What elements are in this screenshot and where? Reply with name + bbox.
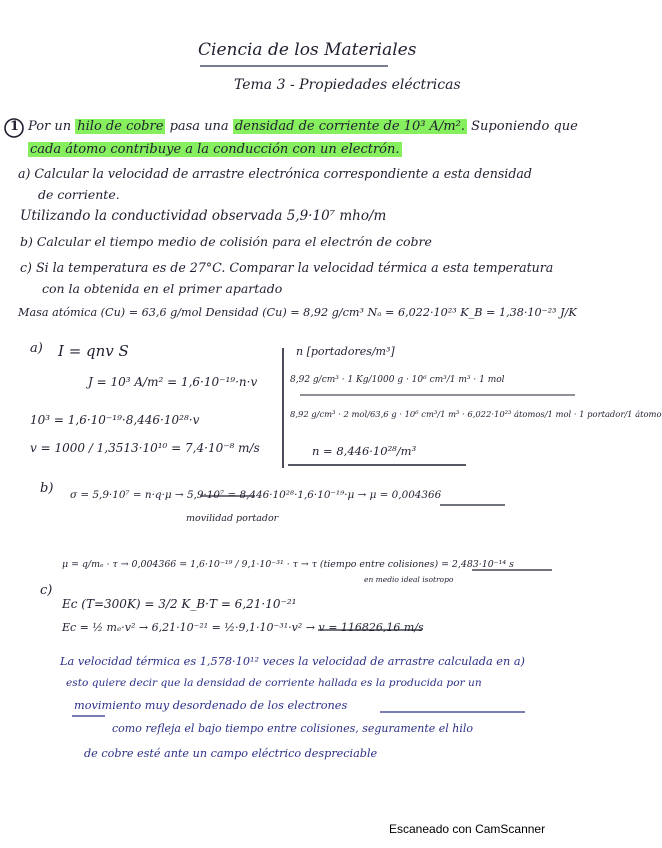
conductivity-given: Utilizando la conductividad observada 5,9·10⁷ mho/m (20, 208, 387, 224)
box-n-result: n = 8,446·10²⁸/m³ (312, 444, 417, 458)
part-c-line1: c) Si la temperatura es de 27°C. Comparar la velocidad térmica a esta temperatura (20, 260, 554, 275)
statement-text-b: pasa una (169, 119, 229, 134)
solution-b-note2: en medio ideal isotropo (364, 575, 454, 584)
scanner-watermark: Escaneado con CamScanner (389, 822, 546, 836)
part-a-line1: a) Calcular la velocidad de arrastre electrónica correspondiente a esta densidad (18, 166, 532, 181)
page-title: Ciencia de los Materiales (198, 40, 417, 60)
page-subtitle: Tema 3 - Propiedades eléctricas (234, 77, 461, 93)
solution-a-eq3: 10³ = 1,6·10⁻¹⁹·8,446·10²⁸·v (30, 413, 200, 427)
conclusion-line5: de cobre esté ante un campo eléctrico despreciable (84, 747, 378, 760)
solution-a-label: a) (30, 341, 43, 356)
statement-highlight-1: hilo de cobre (77, 119, 164, 134)
statement-highlight-3: cada átomo contribuye a la conducción con un electrón. (30, 142, 400, 157)
solution-a-eq2: J = 10³ A/m² = 1,6·10⁻¹⁹·n·v (88, 375, 258, 389)
solution-c-eq2: Ec = ½ mₑ·v² → 6,21·10⁻²¹ = ½·9,1·10⁻³¹·v² → v = 116826,16 m/s (62, 621, 424, 634)
solution-b-label: b) (40, 481, 54, 496)
statement-highlight-2: densidad de corriente de 10³ A/m². (234, 119, 466, 134)
solution-c-label: c) (40, 583, 53, 598)
part-a-line2: de corriente. (38, 187, 120, 202)
solution-b-eq2: μ = q/mₑ · τ → 0,004366 = 1,6·10⁻¹⁹ / 9,1·10⁻³¹ · τ → τ (tiempo entre colisiones) = 2,483·10⁻¹⁴ s (62, 559, 514, 570)
statement-text-a: Por un (28, 119, 72, 134)
problem-statement-line1 (28, 120, 578, 133)
box-n-line2: 8,92 g/cm³ · 2 mol/63,6 g · 10⁶ cm³/1 m³ · 6,022·10²³ átomos/1 mol · 1 portador/1 átomo (290, 409, 662, 419)
conclusion-line3: movimiento muy desordenado de los electrones (74, 699, 348, 712)
box-n-line1: 8,92 g/cm³ · 1 Kg/1000 g · 10⁶ cm³/1 m³ · 1 mol (290, 375, 505, 385)
statement-text-c: Suponiendo que (471, 119, 578, 134)
part-b: b) Calcular el tiempo medio de colisión para el electrón de cobre (20, 234, 432, 249)
solution-a-eq1: I = qnv S (58, 342, 129, 360)
problem-statement-line2 (28, 143, 402, 156)
data-line: Masa atómica (Cu) = 63,6 g/mol Densidad (Cu) = 8,92 g/cm³ Nₐ = 6,022·10²³ K_B = 1,38·10⁻²³ J/K (18, 306, 577, 319)
solution-c-eq1: Ec (T=300K) = 3/2 K_B·T = 6,21·10⁻²¹ (62, 597, 297, 611)
problem-number: 1 (10, 119, 20, 134)
box-n-label: n [portadores/m³] (296, 345, 395, 358)
solution-b-note: movilidad portador (186, 513, 279, 524)
solution-a-eq4: v = 1000 / 1,3513·10¹⁰ = 7,4·10⁻⁸ m/s (30, 441, 260, 455)
solution-b-eq1: σ = 5,9·10⁷ = n·q·μ → 5,9·10⁷ = 8,446·10²⁸·1,6·10⁻¹⁹·μ → μ = 0,004366 (70, 489, 442, 501)
part-c-line2: con la obtenida en el primer apartado (42, 281, 283, 296)
conclusion-line4: como refleja el bajo tiempo entre colisiones, seguramente el hilo (112, 722, 474, 735)
conclusion-line1: La velocidad térmica es 1,578·10¹² veces la velocidad de arrastre calculada en a) (60, 655, 525, 668)
conclusion-line2: esto quiere decir que la densidad de corriente hallada es la producida por un (66, 677, 482, 689)
